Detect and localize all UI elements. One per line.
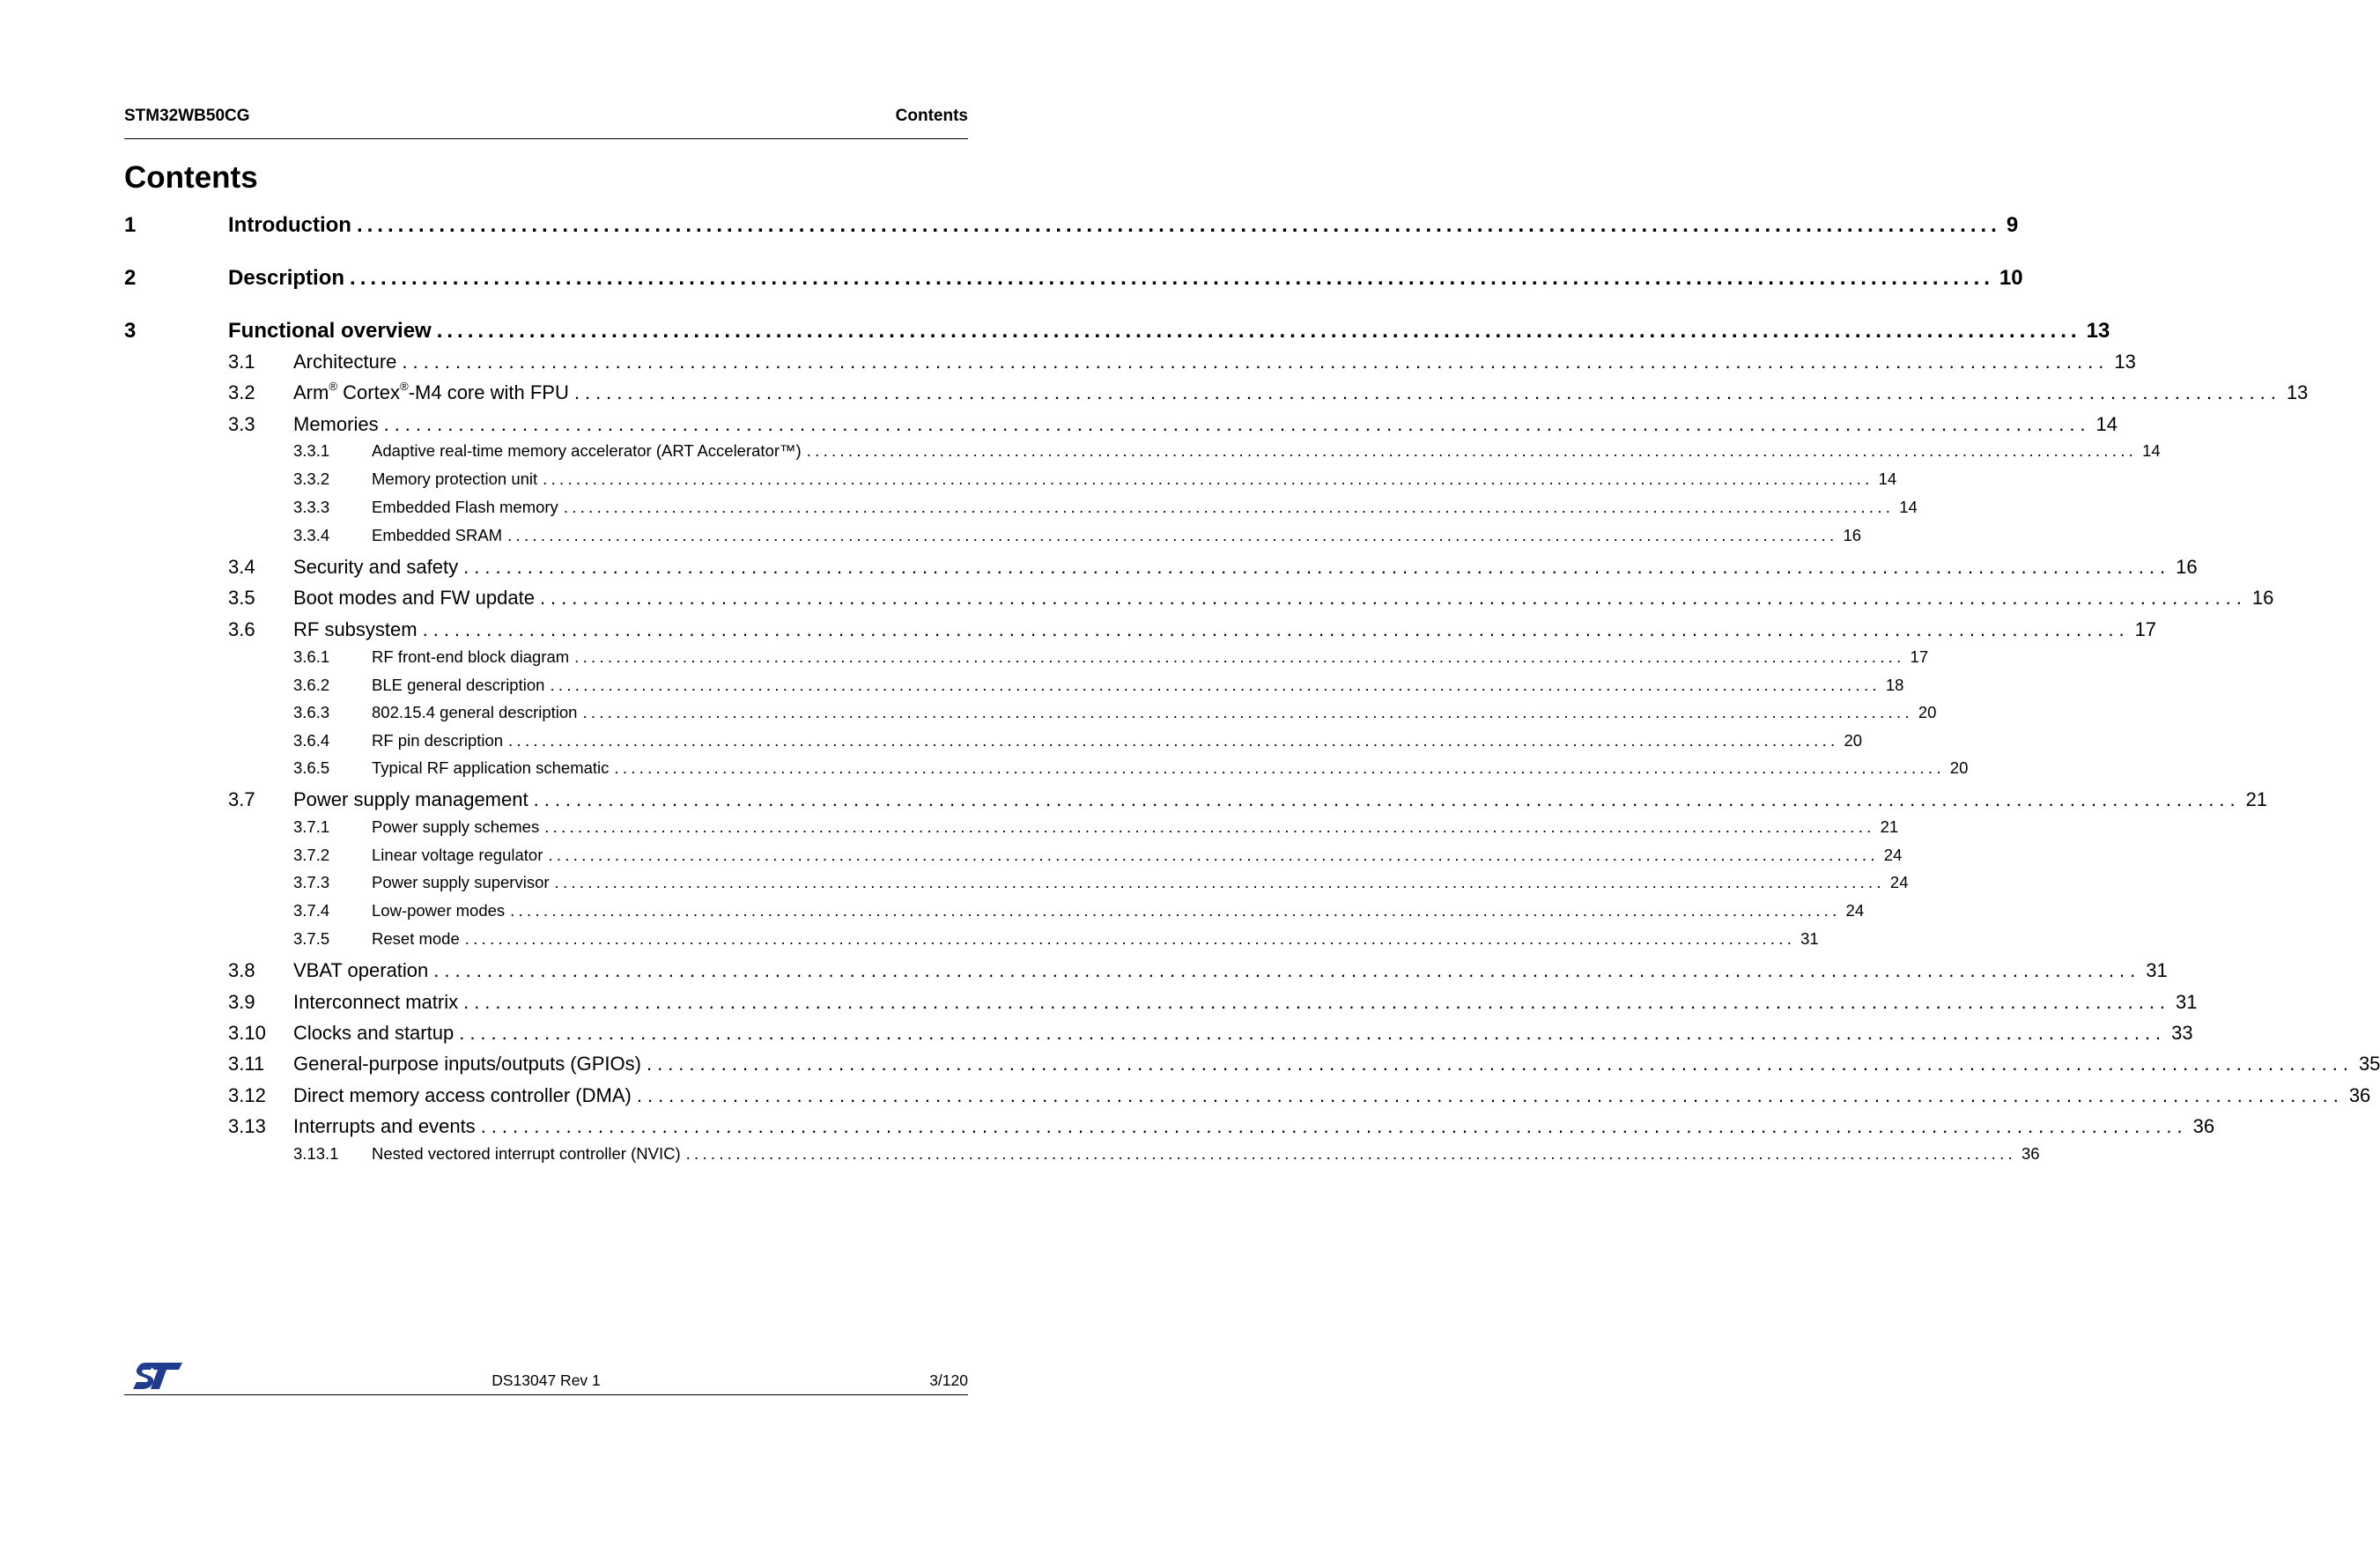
toc-entry-page: 35 (2358, 1053, 2380, 1075)
toc-entry-level3[interactable] (124, 873, 1909, 892)
toc-leader-dots: ................................................................................................................................................................ (383, 413, 2091, 435)
toc-entry-level2[interactable] (124, 413, 2118, 436)
toc-entry-title: Linear voltage regulator (372, 846, 543, 864)
toc-entry-number: 3.1 (228, 351, 255, 373)
toc-entry-page: 21 (2245, 788, 2268, 810)
toc-leader-dots: ................................................................................................................................................................ (507, 526, 1838, 544)
toc-leader-dots: ................................................................................................................................................................ (356, 213, 2001, 237)
toc-entry-number: 3.7.3 (293, 873, 330, 891)
toc-leader-dots: ................................................................................................................................................................ (350, 266, 1994, 290)
toc-leader-dots: ................................................................................................................................................................ (436, 319, 2081, 343)
toc-entry-title: BLE general description (372, 676, 545, 694)
toc-entry-number: 3.7 (228, 788, 255, 810)
toc-entry-title: Introduction (228, 213, 351, 237)
toc-entry-level3[interactable] (124, 676, 1904, 695)
toc-entry-level3[interactable] (124, 441, 2161, 461)
toc-leader-dots: ................................................................................................................................................................ (459, 1022, 2167, 1044)
toc-entry-title: RF front-end block diagram (372, 647, 570, 666)
toc-entry-level3[interactable] (124, 758, 1969, 778)
toc-entry-title: Interconnect matrix (293, 991, 459, 1013)
toc-entry-level3[interactable] (124, 929, 1819, 949)
toc-entry-page: 33 (2171, 1022, 2193, 1044)
toc-leader-dots: ................................................................................................................................................................ (464, 929, 1796, 948)
toc-leader-dots: ................................................................................................................................................................ (554, 873, 1885, 891)
toc-entry-title: Embedded Flash memory (372, 498, 558, 516)
toc-entry-number: 3.4 (228, 556, 255, 578)
toc-entry-number: 3.7.4 (293, 901, 330, 920)
toc-entry-number: 3.11 (228, 1053, 265, 1075)
toc-entry-title: VBAT operation (293, 959, 429, 981)
toc-entry-level3[interactable] (124, 1144, 2040, 1164)
page-footer (124, 1361, 968, 1395)
toc-entry-title: Architecture (293, 351, 397, 373)
toc-entry-page: 31 (2146, 959, 2168, 981)
toc-entry-title: Memories (293, 413, 379, 435)
toc-leader-dots: ................................................................................................................................................................ (402, 351, 2110, 373)
header-product: STM32WB50CG (124, 107, 250, 125)
toc-entry-level3[interactable] (124, 817, 1899, 837)
toc-leader-dots: ................................................................................................................................................................ (574, 647, 1905, 666)
toc-entry-page: 16 (1843, 526, 1862, 544)
toc-entry-page: 10 (1999, 266, 2023, 290)
toc-entry-number: 3 (124, 319, 137, 343)
toc-entry-title: Reset mode (372, 929, 460, 948)
toc-entry-level3[interactable] (124, 498, 1918, 517)
toc-entry-level2[interactable] (124, 379, 2309, 404)
toc-entry-page: 31 (1800, 929, 1819, 948)
toc-entry-title: Boot modes and FW update (293, 587, 535, 609)
toc-entry-number: 3.3.1 (293, 441, 330, 460)
toc-entry-number: 3.13.1 (293, 1144, 339, 1163)
toc-entry-page: 20 (1844, 731, 1863, 750)
toc-entry-title: Embedded SRAM (372, 526, 503, 544)
header-section: Contents (895, 107, 968, 125)
toc-leader-dots: ................................................................................................................................................................ (646, 1053, 2354, 1075)
page-title: Contents (124, 160, 258, 195)
toc-entry-title: RF subsystem (293, 618, 418, 640)
toc-entry-page: 14 (2095, 413, 2118, 435)
toc-entry-level2[interactable] (124, 1053, 2380, 1076)
toc-entry-title (293, 381, 569, 404)
toc-entry-level3[interactable] (124, 526, 1862, 545)
toc-entry-level2[interactable] (124, 991, 2198, 1014)
toc-entry-page: 17 (2134, 618, 2157, 640)
toc-entry-level2[interactable] (124, 587, 2274, 610)
toc-entry-page: 14 (2142, 441, 2161, 460)
toc-entry-number: 3.6.5 (293, 758, 330, 777)
toc-entry-level1[interactable] (124, 266, 2023, 291)
toc-entry-number: 3.2 (228, 381, 255, 403)
toc-entry-title: Functional overview (228, 319, 432, 343)
toc-leader-dots: ................................................................................................................................................................ (510, 901, 1841, 920)
toc-leader-dots: ................................................................................................................................................................ (544, 817, 1875, 836)
toc-leader-dots: ................................................................................................................................................................ (433, 959, 2141, 981)
toc-entry-page: 21 (1880, 817, 1899, 836)
toc-entry-title: Power supply schemes (372, 817, 540, 836)
toc-leader-dots: ................................................................................................................................................................ (806, 441, 2138, 460)
toc-entry-number: 3.8 (228, 959, 255, 981)
toc-entry-level3[interactable] (124, 647, 1929, 667)
toc-entry-number: 3.7.5 (293, 929, 330, 948)
toc-entry-number: 3.6.2 (293, 676, 330, 694)
toc-entry-title-part: Cortex (337, 381, 400, 403)
toc-entry-level3[interactable] (124, 901, 1865, 920)
toc-entry-number: 3.3.2 (293, 469, 330, 488)
toc-entry-page: 13 (2286, 381, 2309, 403)
toc-entry-number: 3.6.1 (293, 647, 330, 666)
toc-entry-title: Memory protection unit (372, 469, 538, 488)
toc-entry-level2[interactable] (124, 788, 2268, 811)
toc-entry-title: Clocks and startup (293, 1022, 455, 1044)
toc-entry-title: RF pin description (372, 731, 504, 750)
toc-entry-level2[interactable] (124, 1022, 2193, 1045)
toc-entry-title: Low-power modes (372, 901, 506, 920)
toc-entry-page: 13 (2114, 351, 2136, 373)
toc-entry-title: 802.15.4 general description (372, 703, 578, 721)
toc-entry-level3[interactable] (124, 469, 1897, 489)
toc-leader-dots: ................................................................................................................................................................ (573, 381, 2281, 403)
toc-entry-title: Direct memory access controller (DMA) (293, 1084, 632, 1106)
toc-entry-number: 3.13 (228, 1115, 266, 1137)
toc-entry-page: 13 (2086, 319, 2110, 343)
toc-leader-dots: ................................................................................................................................................................ (563, 498, 1895, 516)
toc-entry-title: Adaptive real-time memory accelerator (ART Accelerator™) (372, 441, 802, 460)
toc-entry-level2[interactable] (124, 959, 2168, 982)
toc-leader-dots: ................................................................................................................................................................ (463, 556, 2171, 578)
toc-leader-dots: ................................................................................................................................................................ (582, 703, 1913, 721)
toc-entry-page: 24 (1845, 901, 1865, 920)
toc-entry-page: 9 (2006, 213, 2019, 237)
toc-entry-number: 3.6.3 (293, 703, 330, 721)
toc-leader-dots: ................................................................................................................................................................ (533, 788, 2241, 810)
toc-entry-page: 31 (2176, 991, 2198, 1013)
toc-entry-page: 20 (1918, 703, 1937, 721)
toc-entry-title-part: -M4 core with FPU (408, 381, 569, 403)
toc-entry-level2[interactable] (124, 556, 2198, 579)
toc-entry-title: Description (228, 266, 345, 290)
toc-entry-page: 18 (1885, 676, 1904, 694)
toc-entry-title: Typical RF application schematic (372, 758, 610, 777)
toc-entry-number: 3.7.2 (293, 846, 330, 864)
toc-entry-level1[interactable] (124, 213, 2019, 238)
toc-leader-dots: ................................................................................................................................................................ (480, 1115, 2188, 1137)
toc-entry-level2[interactable] (124, 351, 2136, 373)
toc-entry-level2[interactable] (124, 618, 2157, 641)
toc-entry-page: 20 (1949, 758, 1969, 777)
toc-entry-level2[interactable] (124, 1084, 2371, 1107)
toc-entry-page: 24 (1883, 846, 1903, 864)
toc-entry-page: 17 (1910, 647, 1929, 666)
toc-entry-level3[interactable] (124, 703, 1937, 722)
toc-entry-title: General-purpose inputs/outputs (GPIOs) (293, 1053, 641, 1075)
toc-entry-title: Power supply supervisor (372, 873, 550, 891)
toc-entry-number: 3.3.3 (293, 498, 330, 516)
toc-entry-number: 3.7.1 (293, 817, 330, 836)
toc-leader-dots: ................................................................................................................................................................ (614, 758, 1945, 777)
toc-entry-page: 24 (1889, 873, 1909, 891)
toc-entry-page: 36 (2192, 1115, 2215, 1137)
toc-entry-title: Power supply management (293, 788, 528, 810)
toc-leader-dots: ................................................................................................................................................................ (539, 587, 2247, 609)
toc-entry-number: 2 (124, 266, 137, 290)
toc-entry-level2[interactable] (124, 1115, 2215, 1138)
toc-entry-number: 3.3 (228, 413, 255, 435)
registered-mark: ® (399, 379, 409, 393)
page-header (124, 107, 968, 139)
toc-entry-number: 1 (124, 213, 137, 237)
toc-entry-page: 14 (1899, 498, 1918, 516)
registered-mark: ® (329, 379, 338, 393)
toc-entry-page: 36 (2022, 1144, 2040, 1163)
toc-entry-level3[interactable] (124, 846, 1903, 865)
toc-entry-title: Nested vectored interrupt controller (NVIC) (372, 1144, 681, 1163)
toc-leader-dots: ................................................................................................................................................................ (508, 731, 1839, 750)
toc-leader-dots: ................................................................................................................................................................ (463, 991, 2171, 1013)
toc-entry-number: 3.5 (228, 587, 255, 609)
toc-entry-page: 16 (2251, 587, 2274, 609)
toc-entry-number: 3.10 (228, 1022, 266, 1044)
toc-entry-number: 3.6.4 (293, 731, 330, 750)
toc-entry-number: 3.3.4 (293, 526, 330, 544)
toc-entry-number: 3.9 (228, 991, 255, 1013)
toc-entry-level3[interactable] (124, 731, 1863, 750)
toc-entry-level1[interactable] (124, 319, 2110, 344)
toc-entry-number: 3.12 (228, 1084, 266, 1106)
document-id: DS13047 Rev 1 (492, 1371, 601, 1389)
toc-entry-page: 16 (2176, 556, 2198, 578)
toc-leader-dots: ................................................................................................................................................................ (422, 618, 2130, 640)
toc-entry-title: Interrupts and events (293, 1115, 476, 1137)
toc-leader-dots: ................................................................................................................................................................ (543, 469, 1874, 488)
toc-leader-dots: ................................................................................................................................................................ (636, 1084, 2344, 1106)
page-number: 3/120 (929, 1371, 968, 1389)
toc-leader-dots: ................................................................................................................................................................ (685, 1144, 2016, 1163)
toc-leader-dots: ................................................................................................................................................................ (548, 846, 1879, 864)
toc-entry-title-part: Arm (293, 381, 329, 403)
toc-leader-dots: ................................................................................................................................................................ (550, 676, 1881, 694)
toc-entry-page: 14 (1878, 469, 1897, 488)
toc-entry-number: 3.6 (228, 618, 255, 640)
toc-entry-title: Security and safety (293, 556, 459, 578)
toc-entry-page: 36 (2348, 1084, 2371, 1106)
